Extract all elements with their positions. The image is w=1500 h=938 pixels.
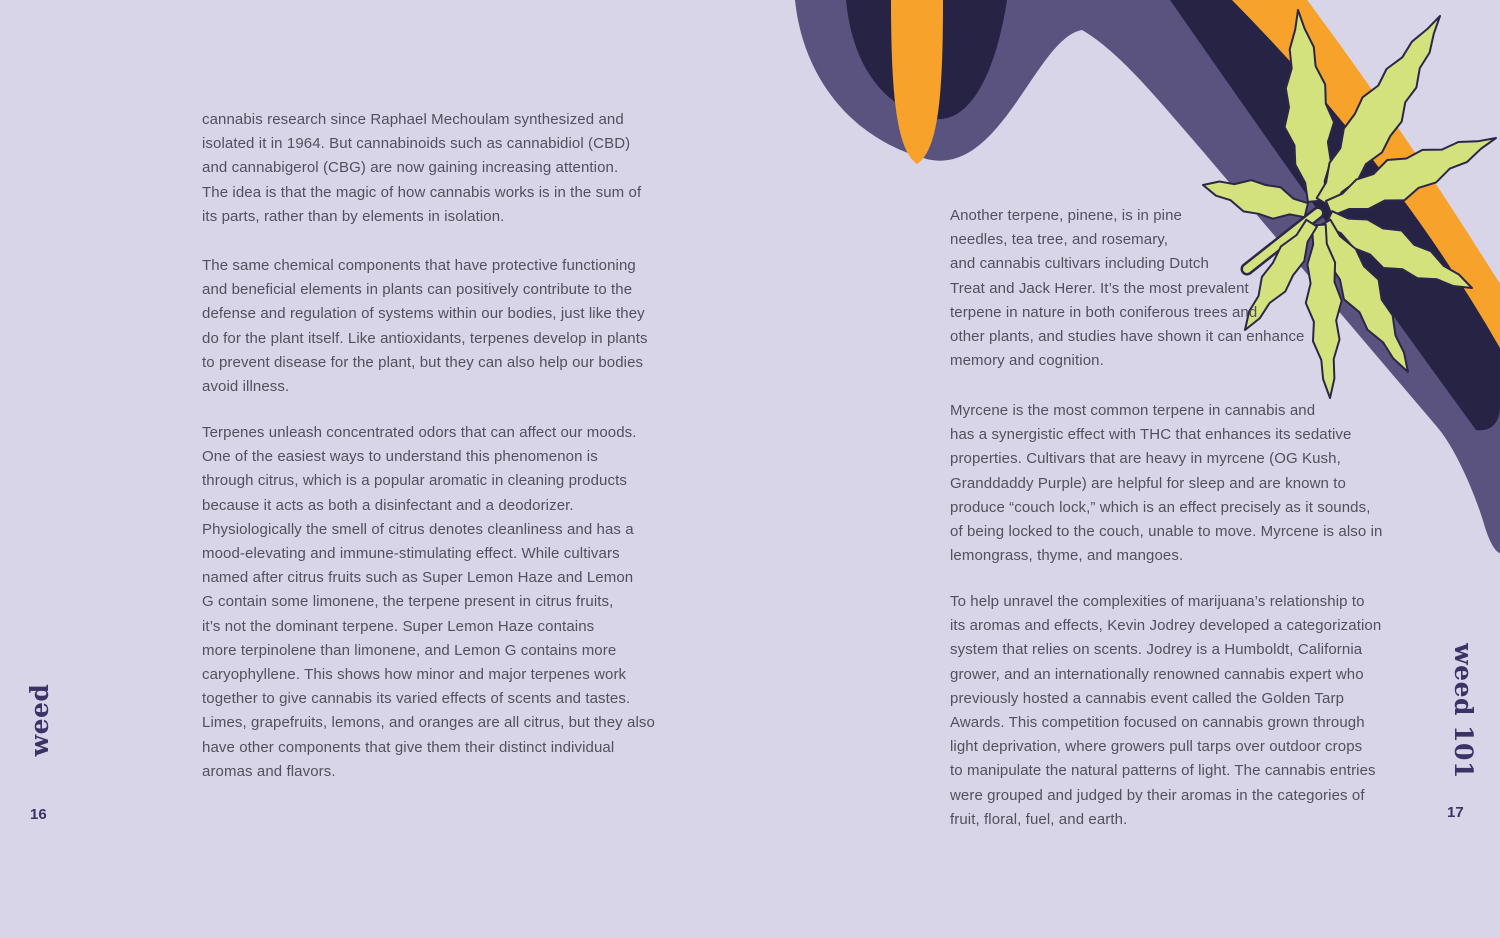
right-paragraph-1: Another terpene, pinene, is in pine needles, tea tree, and rosemary, and cannabis cultivars including Dutch Treat and Jack Herer. It’s the most prevalent terpene in nature in both coniferous trees and other plants, and studies have shown it can enhance memory and cognition.	[950, 207, 1305, 370]
spine-title-left: weed	[25, 683, 54, 757]
left-paragraph-3: Terpenes unleash concentrated odors that can affect our moods. One of the easiest ways to understand this phenomenon is through citrus, which is a popular aromatic in cleaning products because it acts as both a disinfectant and a deodorizer. Physiologically the smell of citrus denotes cleanliness and has a mood-elevating and immune-stimulating effect. While cultivars named after citrus fruits such as Super Lemon Haze and Lemon G contain some limonene, the terpene present in citrus fruits, it’s not the dominant terpene. Super Lemon Haze contains more terpinolene than limonene, and Lemon G contains more caryophyllene. This shows how minor and major terpenes work together to give cannabis its varied effects of scents and tastes. Limes, grapefruits, lemons, and oranges are all citrus, but they also have other components that give them their distinct individual aromas and flavors.	[202, 424, 655, 780]
left-paragraph-1: cannabis research since Raphael Mechoulam synthesized and isolated it in 1964. But cannabinoids such as cannabidiol (CBD) and cannabigerol (CBG) are now gaining increasing attention. The idea is that the magic of how cannabis works is in the sum of its parts, rather than by elements in isolation.	[202, 111, 642, 225]
page-number-right: 17	[1447, 804, 1464, 821]
page-number-left: 16	[30, 806, 47, 823]
spine-title-right: weed 101	[1449, 643, 1478, 779]
right-paragraph-2: Myrcene is the most common terpene in cannabis and has a synergistic effect with THC that enhances its sedative properties. Cultivars that are heavy in myrcene (OG Kush, Granddaddy Purple) are helpful for sleep and are known to produce “couch lock,” which is an effect precisely as it sounds, of being locked to the couch, unable to move. Myrcene is also in lemongrass, thyme, and mangoes.	[950, 402, 1383, 565]
right-paragraph-3: To help unravel the complexities of marijuana’s relationship to its aromas and effects, Kevin Jodrey developed a categorization system that relies on scents. Jodrey is a Humboldt, California grower, and an internationally renowned cannabis expert who previously hosted a cannabis event called the Golden Tarp Awards. This competition focused on cannabis grown through light deprivation, where growers pull tarps over outdoor crops to manipulate the natural patterns of light. The cannabis entries were grouped and judged by their aromas in the categories of fruit, floral, fuel, and earth.	[950, 593, 1382, 828]
left-paragraph-2: The same chemical components that have protective functioning and beneficial elements in plants can positively contribute to the defense and regulation of systems within our bodies, just like they do for the plant itself. Like antioxidants, terpenes develop in plants to prevent disease for the plant, but they can also help our bodies avoid illness.	[202, 257, 648, 396]
